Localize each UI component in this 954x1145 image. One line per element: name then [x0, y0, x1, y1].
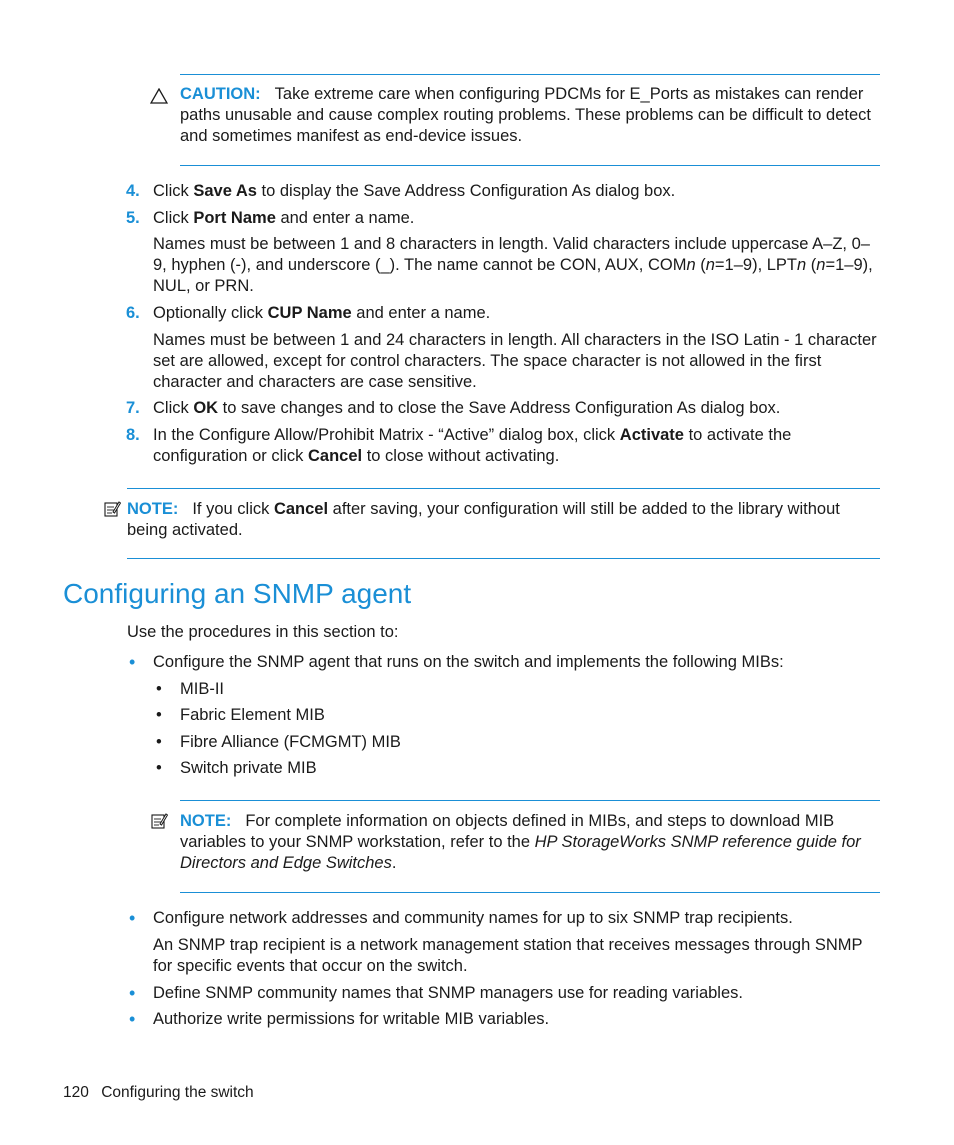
note-pad-icon — [103, 500, 121, 524]
step-number: 5. — [126, 209, 140, 227]
note2-bottom-rule — [180, 892, 880, 893]
bullet-icon: • — [129, 652, 136, 672]
step-4-text: Click Save As to display the Save Address Configuration As dialog box. — [153, 182, 676, 200]
sub-bullet-icon: • — [156, 706, 162, 724]
bullet-icon: • — [129, 983, 136, 1003]
caution-bottom-rule — [180, 165, 880, 166]
chapter-title: Configuring the switch — [101, 1084, 254, 1101]
bullet-icon: • — [129, 1009, 136, 1029]
bullet-3-text: Define SNMP community names that SNMP managers use for reading variables. — [153, 984, 743, 1002]
mib-item: Switch private MIB — [180, 759, 317, 777]
step-5-text: Click Port Name and enter a name. — [153, 209, 415, 227]
caution-triangle-icon — [150, 88, 168, 110]
step-number: 8. — [126, 426, 140, 444]
step-number: 6. — [126, 304, 140, 322]
note2-label: NOTE: — [180, 812, 232, 830]
step-6-text: Optionally click CUP Name and enter a name. — [153, 304, 491, 322]
step-8-text: In the Configure Allow/Prohibit Matrix - “Active” dialog box, click Activate to activate the configuration or click Cancel to close without activating. — [153, 426, 792, 465]
step-6-detail: Names must be between 1 and 24 characters in length. All characters in the ISO Latin - 1 character set are allowed, except for control characters. The space character is not allowed in the first character and characters are case sensitive. — [153, 331, 877, 391]
mib-item: MIB-II — [180, 680, 224, 698]
step-7-text: Click OK to save changes and to close the Save Address Configuration As dialog box. — [153, 399, 781, 417]
note-pad-icon — [150, 812, 168, 836]
note2-top-rule — [180, 800, 880, 801]
mib-item: Fabric Element MIB — [180, 706, 325, 724]
bullet-icon: • — [129, 908, 136, 928]
sub-bullet-icon: • — [156, 680, 162, 698]
bullet-1-text: Configure the SNMP agent that runs on the switch and implements the following MIBs: — [153, 653, 784, 671]
note1-text: NOTE: If you click Cancel after saving, your configuration will still be added to the library without being activated. — [127, 500, 840, 539]
note1-label: NOTE: — [127, 500, 179, 518]
note2-text: NOTE: For complete information on objects defined in MIBs, and steps to download MIB variables to your SNMP workstation, refer to the HP StorageWorks SNMP reference guide for Directors and Edge Switches. — [180, 812, 861, 872]
note1-top-rule — [127, 488, 880, 489]
caution-label: CAUTION: — [180, 85, 261, 103]
step-number: 4. — [126, 182, 140, 200]
caution-top-rule — [180, 74, 880, 75]
bullet-4-text: Authorize write permissions for writable MIB variables. — [153, 1010, 550, 1028]
bullet-2-detail: An SNMP trap recipient is a network management station that receives messages through SNMP for specific events that occur on the switch. — [153, 936, 863, 975]
step-number: 7. — [126, 399, 140, 417]
sub-bullet-icon: • — [156, 733, 162, 751]
caution-text: CAUTION: Take extreme care when configuring PDCMs for E_Ports as mistakes can render paths unusable and cause complex routing problems. These problems can be difficult to detect and sometimes manifest as end-device issues. — [180, 85, 871, 145]
step-5-detail: Names must be between 1 and 8 characters in length. Valid characters include uppercase A–Z, 0–9, hyphen (-), and underscore (_). The name cannot be CON, AUX, COMn (n=1–9), LPTn (n=1–9), NUL, or PRN. — [153, 235, 873, 295]
section-title: Configuring an SNMP agent — [63, 578, 412, 609]
sub-bullet-icon: • — [156, 759, 162, 777]
section-intro: Use the procedures in this section to: — [127, 623, 399, 641]
bullet-2-text: Configure network addresses and community names for up to six SNMP trap recipients. — [153, 909, 793, 927]
page-number: 120 — [63, 1084, 89, 1101]
mib-item: Fibre Alliance (FCMGMT) MIB — [180, 733, 401, 751]
page-footer — [63, 1082, 254, 1103]
note1-bottom-rule — [127, 558, 880, 559]
